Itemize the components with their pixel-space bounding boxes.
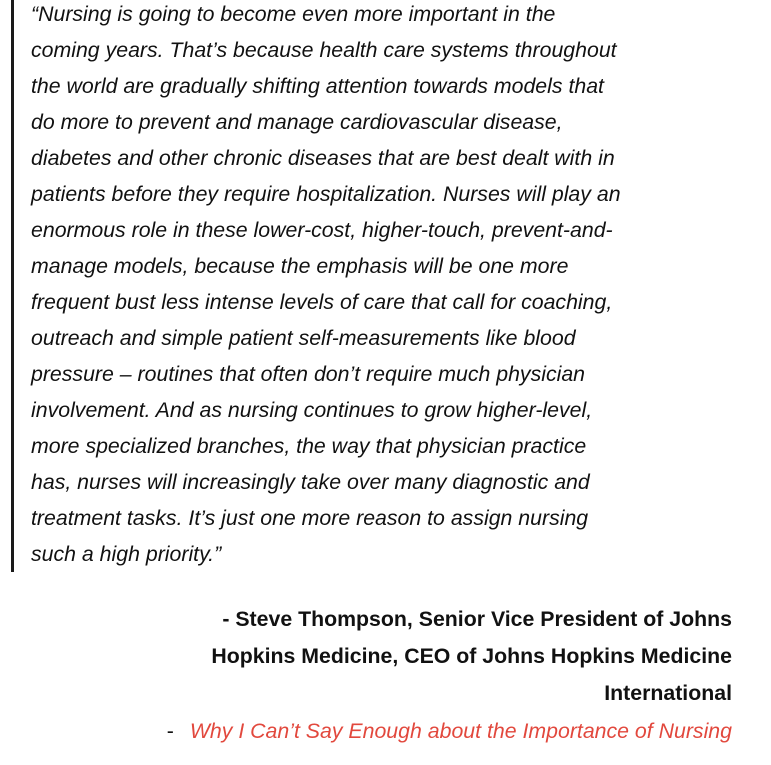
quote-text: “Nursing is going to become even more important in the coming years. That’s because health care systems throughout the world are gradually shifting attention towards models that do more to prevent and manage cardiovascular disease, diabetes and other chronic diseases that are best dealt with in patients before they require hospitalization. Nurses will play an enormous role in these lower-cost, higher-touch, prevent-and- manage models, because the emphasis will be one more frequent bust less intense levels of care that call for coaching, outreach and simple patient self-measurements like blood pressure – routines that often don’t require much physician involvement. And as nursing continues to grow higher-level, more specialized branches, the way that physician practice has, nurses will increasingly take over many diagnostic and treatment tasks. It’s just one more reason to assign nursing such a high priority.” [31,2,621,566]
source-article-link[interactable]: Why I Can’t Say Enough about the Importance of Nursing [189,719,732,743]
source-dash: - [166,719,174,743]
quote-attribution: - Steve Thompson, Senior Vice President of Johns Hopkins Medicine, CEO of Johns Hopkins Medicine International [211,607,732,705]
source-line [167,713,732,749]
blockquote [11,0,711,572]
